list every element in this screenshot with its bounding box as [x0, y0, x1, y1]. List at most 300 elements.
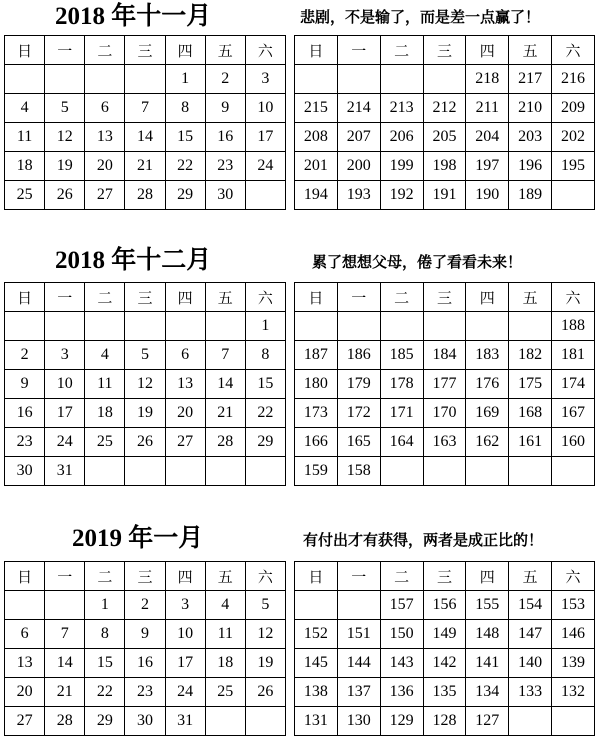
date-cell: 26: [45, 181, 85, 210]
countdown-cell: 192: [380, 181, 423, 210]
countdown-cell: 170: [423, 399, 466, 428]
date-cell: [5, 312, 45, 341]
countdown-cell: [552, 707, 595, 736]
weekday-header-cell: 五: [205, 283, 245, 312]
weekday-header-cell: 五: [509, 283, 552, 312]
countdown-cell: 132: [552, 678, 595, 707]
date-cell: [165, 457, 205, 486]
weekday-header-cell: 六: [245, 562, 285, 591]
date-cell: 7: [45, 620, 85, 649]
countdown-cell: 146: [552, 620, 595, 649]
date-cell: 8: [245, 341, 285, 370]
countdown-cell: 183: [466, 341, 509, 370]
countdown-cell: 167: [552, 399, 595, 428]
date-cell: 4: [205, 591, 245, 620]
date-cell: 29: [245, 428, 285, 457]
date-cell: 28: [45, 707, 85, 736]
date-cell: 12: [125, 370, 165, 399]
countdown-cell: 169: [466, 399, 509, 428]
countdown-cell: 141: [466, 649, 509, 678]
date-cell: [205, 457, 245, 486]
date-cell: 2: [5, 341, 45, 370]
date-cell: 15: [165, 123, 205, 152]
date-cell: [205, 707, 245, 736]
countdown-cell: 214: [337, 94, 380, 123]
countdown-cell: 145: [295, 649, 338, 678]
date-cell: 6: [85, 94, 125, 123]
weekday-header-cell: 六: [552, 562, 595, 591]
date-cell: 2: [205, 65, 245, 94]
date-cell: [125, 457, 165, 486]
date-cell: 14: [205, 370, 245, 399]
date-cell: 21: [205, 399, 245, 428]
countdown-cell: [295, 65, 338, 94]
countdown-cell: 163: [423, 428, 466, 457]
countdown-cell: 175: [509, 370, 552, 399]
countdown-cell: 195: [552, 152, 595, 181]
date-cell: [5, 591, 45, 620]
date-cell: 14: [125, 123, 165, 152]
date-cell: [85, 457, 125, 486]
weekday-header-cell: 三: [423, 36, 466, 65]
countdown-cell: [380, 65, 423, 94]
date-cell: 4: [5, 94, 45, 123]
countdown-cell: 142: [423, 649, 466, 678]
weekday-header-cell: 二: [85, 562, 125, 591]
date-cell: 28: [205, 428, 245, 457]
weekday-header-cell: 三: [423, 562, 466, 591]
countdown-cell: 208: [295, 123, 338, 152]
countdown-cell: [337, 591, 380, 620]
date-cell: 26: [125, 428, 165, 457]
month-title: 2018 年十二月: [55, 247, 212, 274]
countdown-cell: 199: [380, 152, 423, 181]
week-row: [295, 341, 595, 370]
weekday-header-cell: 五: [509, 562, 552, 591]
countdown-cell: 135: [423, 678, 466, 707]
weekday-header-cell: 日: [295, 562, 338, 591]
date-cell: 3: [245, 65, 285, 94]
date-cell: 7: [125, 94, 165, 123]
countdown-cell: [295, 591, 338, 620]
countdown-cell: 131: [295, 707, 338, 736]
weekday-header-cell: 五: [509, 36, 552, 65]
date-cell: 8: [85, 620, 125, 649]
countdown-cell: 210: [509, 94, 552, 123]
date-cell: 22: [165, 152, 205, 181]
date-cell: 14: [45, 649, 85, 678]
date-cell: 6: [5, 620, 45, 649]
countdown-cell: [509, 707, 552, 736]
month-slogan: 悲剧，不是输了，而是差一点赢了！: [300, 8, 541, 26]
date-cell: 17: [165, 649, 205, 678]
date-cell: 5: [125, 341, 165, 370]
countdown-cell: 137: [337, 678, 380, 707]
date-calendar: [4, 35, 286, 210]
date-cell: 24: [245, 152, 285, 181]
week-row: [5, 457, 286, 486]
countdown-cell: 174: [552, 370, 595, 399]
date-cell: 6: [165, 341, 205, 370]
weekday-header-cell: 三: [125, 36, 165, 65]
countdown-cell: [509, 457, 552, 486]
weekday-header-cell: 二: [380, 562, 423, 591]
weekday-header-cell: 一: [337, 283, 380, 312]
weekday-header-cell: 日: [295, 283, 338, 312]
countdown-cell: 179: [337, 370, 380, 399]
week-row: [5, 312, 286, 341]
week-row: [295, 591, 595, 620]
date-cell: 15: [85, 649, 125, 678]
countdown-cell: [552, 181, 595, 210]
date-cell: 13: [85, 123, 125, 152]
date-cell: 19: [245, 649, 285, 678]
countdown-cell: 128: [423, 707, 466, 736]
countdown-cell: 127: [466, 707, 509, 736]
countdown-cell: 134: [466, 678, 509, 707]
weekday-header-cell: 三: [423, 283, 466, 312]
weekday-header-cell: 日: [5, 562, 45, 591]
countdown-cell: 196: [509, 152, 552, 181]
countdown-cell: [552, 457, 595, 486]
date-cell: [125, 312, 165, 341]
countdown-cell: 150: [380, 620, 423, 649]
weekday-header-cell: 四: [165, 36, 205, 65]
weekday-header-cell: 二: [85, 283, 125, 312]
week-row: [5, 123, 286, 152]
date-cell: 11: [85, 370, 125, 399]
countdown-cell: 206: [380, 123, 423, 152]
weekday-header-row: [295, 36, 595, 65]
date-cell: 20: [5, 678, 45, 707]
date-cell: 20: [165, 399, 205, 428]
week-row: [5, 370, 286, 399]
countdown-cell: 207: [337, 123, 380, 152]
weekday-header-row: [5, 562, 286, 591]
date-cell: [5, 65, 45, 94]
week-row: [5, 678, 286, 707]
countdown-cell: 152: [295, 620, 338, 649]
countdown-cell: 144: [337, 649, 380, 678]
week-row: [295, 370, 595, 399]
countdown-cell: 155: [466, 591, 509, 620]
weekday-header-cell: 一: [45, 283, 85, 312]
date-cell: 2: [125, 591, 165, 620]
weekday-header-cell: 二: [380, 283, 423, 312]
date-cell: 1: [245, 312, 285, 341]
countdown-cell: 157: [380, 591, 423, 620]
weekday-header-cell: 四: [466, 283, 509, 312]
countdown-cell: 186: [337, 341, 380, 370]
week-row: [295, 707, 595, 736]
date-cell: 23: [205, 152, 245, 181]
date-cell: 5: [245, 591, 285, 620]
week-row: [295, 620, 595, 649]
countdown-cell: 160: [552, 428, 595, 457]
date-cell: 18: [85, 399, 125, 428]
date-cell: [45, 591, 85, 620]
date-cell: [245, 707, 285, 736]
weekday-header-cell: 日: [5, 36, 45, 65]
date-cell: 27: [165, 428, 205, 457]
date-cell: [45, 65, 85, 94]
week-row: [5, 428, 286, 457]
date-cell: 18: [5, 152, 45, 181]
weekday-header-cell: 六: [552, 283, 595, 312]
date-cell: [245, 181, 285, 210]
countdown-cell: 139: [552, 649, 595, 678]
week-row: [5, 341, 286, 370]
date-cell: 31: [165, 707, 205, 736]
countdown-cell: 164: [380, 428, 423, 457]
date-cell: 24: [45, 428, 85, 457]
countdown-cell: 198: [423, 152, 466, 181]
countdown-calendar: [294, 561, 595, 736]
date-cell: 9: [5, 370, 45, 399]
weekday-header-cell: 一: [45, 562, 85, 591]
countdown-cell: 217: [509, 65, 552, 94]
month-title: 2019 年一月: [72, 525, 204, 552]
weekday-header-cell: 三: [125, 283, 165, 312]
date-cell: [165, 312, 205, 341]
week-row: [5, 65, 286, 94]
weekday-header-cell: 一: [337, 36, 380, 65]
countdown-cell: 193: [337, 181, 380, 210]
countdown-cell: 201: [295, 152, 338, 181]
countdown-cell: 165: [337, 428, 380, 457]
weekday-header-row: [295, 562, 595, 591]
countdown-cell: 187: [295, 341, 338, 370]
date-cell: 10: [165, 620, 205, 649]
weekday-header-cell: 四: [466, 562, 509, 591]
week-row: [5, 620, 286, 649]
countdown-cell: 140: [509, 649, 552, 678]
date-cell: [205, 312, 245, 341]
countdown-calendar: [294, 282, 595, 486]
date-cell: 23: [5, 428, 45, 457]
month-title: 2018 年十一月: [55, 3, 212, 30]
countdown-cell: 182: [509, 341, 552, 370]
week-row: [5, 152, 286, 181]
countdown-cell: [423, 312, 466, 341]
date-cell: 20: [85, 152, 125, 181]
countdown-cell: 162: [466, 428, 509, 457]
countdown-cell: 129: [380, 707, 423, 736]
weekday-header-cell: 二: [380, 36, 423, 65]
countdown-cell: 159: [295, 457, 338, 486]
countdown-cell: 161: [509, 428, 552, 457]
weekday-header-row: [5, 36, 286, 65]
weekday-header-cell: 三: [125, 562, 165, 591]
date-cell: 12: [245, 620, 285, 649]
countdown-cell: [380, 457, 423, 486]
countdown-cell: 185: [380, 341, 423, 370]
countdown-cell: 190: [466, 181, 509, 210]
month-slogan: 有付出才有获得，两者是成正比的！: [303, 531, 544, 549]
countdown-cell: [423, 457, 466, 486]
countdown-cell: 153: [552, 591, 595, 620]
weekday-header-cell: 日: [5, 283, 45, 312]
date-cell: 10: [245, 94, 285, 123]
weekday-header-cell: 一: [337, 562, 380, 591]
date-cell: 29: [85, 707, 125, 736]
countdown-cell: 151: [337, 620, 380, 649]
weekday-header-cell: 一: [45, 36, 85, 65]
countdown-cell: 209: [552, 94, 595, 123]
date-cell: 3: [45, 341, 85, 370]
countdown-cell: 218: [466, 65, 509, 94]
countdown-cell: 173: [295, 399, 338, 428]
week-row: [295, 181, 595, 210]
week-row: [295, 94, 595, 123]
date-cell: 11: [205, 620, 245, 649]
weekday-header-cell: 六: [552, 36, 595, 65]
countdown-cell: [466, 457, 509, 486]
date-cell: 5: [45, 94, 85, 123]
countdown-cell: 194: [295, 181, 338, 210]
weekday-header-cell: 六: [245, 36, 285, 65]
countdown-cell: 188: [552, 312, 595, 341]
weekday-header-cell: 五: [205, 562, 245, 591]
date-cell: 10: [45, 370, 85, 399]
date-cell: 30: [125, 707, 165, 736]
weekday-header-row: [5, 283, 286, 312]
countdown-cell: 189: [509, 181, 552, 210]
week-row: [295, 457, 595, 486]
countdown-cell: [337, 65, 380, 94]
weekday-header-cell: 六: [245, 283, 285, 312]
date-cell: 25: [5, 181, 45, 210]
week-row: [295, 312, 595, 341]
countdown-cell: [466, 312, 509, 341]
countdown-cell: 197: [466, 152, 509, 181]
countdown-cell: 130: [337, 707, 380, 736]
countdown-cell: 202: [552, 123, 595, 152]
date-cell: 22: [245, 399, 285, 428]
date-cell: 7: [205, 341, 245, 370]
countdown-cell: 143: [380, 649, 423, 678]
week-row: [5, 707, 286, 736]
countdown-cell: 177: [423, 370, 466, 399]
date-cell: 1: [165, 65, 205, 94]
date-cell: 24: [165, 678, 205, 707]
countdown-cell: 136: [380, 678, 423, 707]
countdown-cell: 200: [337, 152, 380, 181]
countdown-cell: 184: [423, 341, 466, 370]
countdown-calendar: [294, 35, 595, 210]
countdown-cell: 205: [423, 123, 466, 152]
weekday-header-cell: 四: [165, 283, 205, 312]
week-row: [5, 399, 286, 428]
week-row: [295, 65, 595, 94]
week-row: [5, 181, 286, 210]
date-cell: 9: [205, 94, 245, 123]
date-cell: [245, 457, 285, 486]
week-row: [5, 94, 286, 123]
countdown-cell: 180: [295, 370, 338, 399]
countdown-cell: 156: [423, 591, 466, 620]
weekday-header-cell: 五: [205, 36, 245, 65]
countdown-cell: [295, 312, 338, 341]
countdown-cell: [423, 65, 466, 94]
countdown-cell: 158: [337, 457, 380, 486]
date-cell: 12: [45, 123, 85, 152]
date-cell: 16: [205, 123, 245, 152]
date-cell: [85, 65, 125, 94]
date-cell: 31: [45, 457, 85, 486]
date-cell: 11: [5, 123, 45, 152]
week-row: [295, 399, 595, 428]
month-slogan: 累了想想父母，倦了看看未来！: [312, 253, 523, 271]
date-cell: 4: [85, 341, 125, 370]
date-cell: 18: [205, 649, 245, 678]
countdown-cell: 216: [552, 65, 595, 94]
date-cell: 25: [205, 678, 245, 707]
date-cell: 19: [45, 152, 85, 181]
countdown-cell: 212: [423, 94, 466, 123]
weekday-header-row: [295, 283, 595, 312]
weekday-header-cell: 四: [165, 562, 205, 591]
countdown-cell: 211: [466, 94, 509, 123]
date-cell: 22: [85, 678, 125, 707]
date-cell: 1: [85, 591, 125, 620]
countdown-cell: 181: [552, 341, 595, 370]
date-cell: 16: [125, 649, 165, 678]
countdown-cell: 168: [509, 399, 552, 428]
countdown-cell: [509, 312, 552, 341]
date-cell: 27: [85, 181, 125, 210]
countdown-cell: 149: [423, 620, 466, 649]
date-cell: 9: [125, 620, 165, 649]
week-row: [295, 123, 595, 152]
countdown-cell: 133: [509, 678, 552, 707]
date-cell: [45, 312, 85, 341]
countdown-cell: 203: [509, 123, 552, 152]
countdown-cell: 171: [380, 399, 423, 428]
date-cell: 29: [165, 181, 205, 210]
countdown-cell: 147: [509, 620, 552, 649]
date-calendar: [4, 561, 286, 736]
date-cell: 13: [165, 370, 205, 399]
countdown-cell: 191: [423, 181, 466, 210]
week-row: [295, 152, 595, 181]
date-cell: 30: [5, 457, 45, 486]
countdown-cell: 166: [295, 428, 338, 457]
countdown-cell: [337, 312, 380, 341]
date-cell: 19: [125, 399, 165, 428]
countdown-cell: [380, 312, 423, 341]
date-cell: 13: [5, 649, 45, 678]
date-calendar: [4, 282, 286, 486]
date-cell: [125, 65, 165, 94]
date-cell: 28: [125, 181, 165, 210]
week-row: [5, 591, 286, 620]
week-row: [5, 649, 286, 678]
date-cell: 25: [85, 428, 125, 457]
date-cell: 15: [245, 370, 285, 399]
countdown-cell: 176: [466, 370, 509, 399]
week-row: [295, 678, 595, 707]
week-row: [295, 649, 595, 678]
countdown-cell: 213: [380, 94, 423, 123]
date-cell: 17: [45, 399, 85, 428]
date-cell: 26: [245, 678, 285, 707]
date-cell: [85, 312, 125, 341]
weekday-header-cell: 四: [466, 36, 509, 65]
countdown-cell: 178: [380, 370, 423, 399]
date-cell: 30: [205, 181, 245, 210]
date-cell: 21: [125, 152, 165, 181]
